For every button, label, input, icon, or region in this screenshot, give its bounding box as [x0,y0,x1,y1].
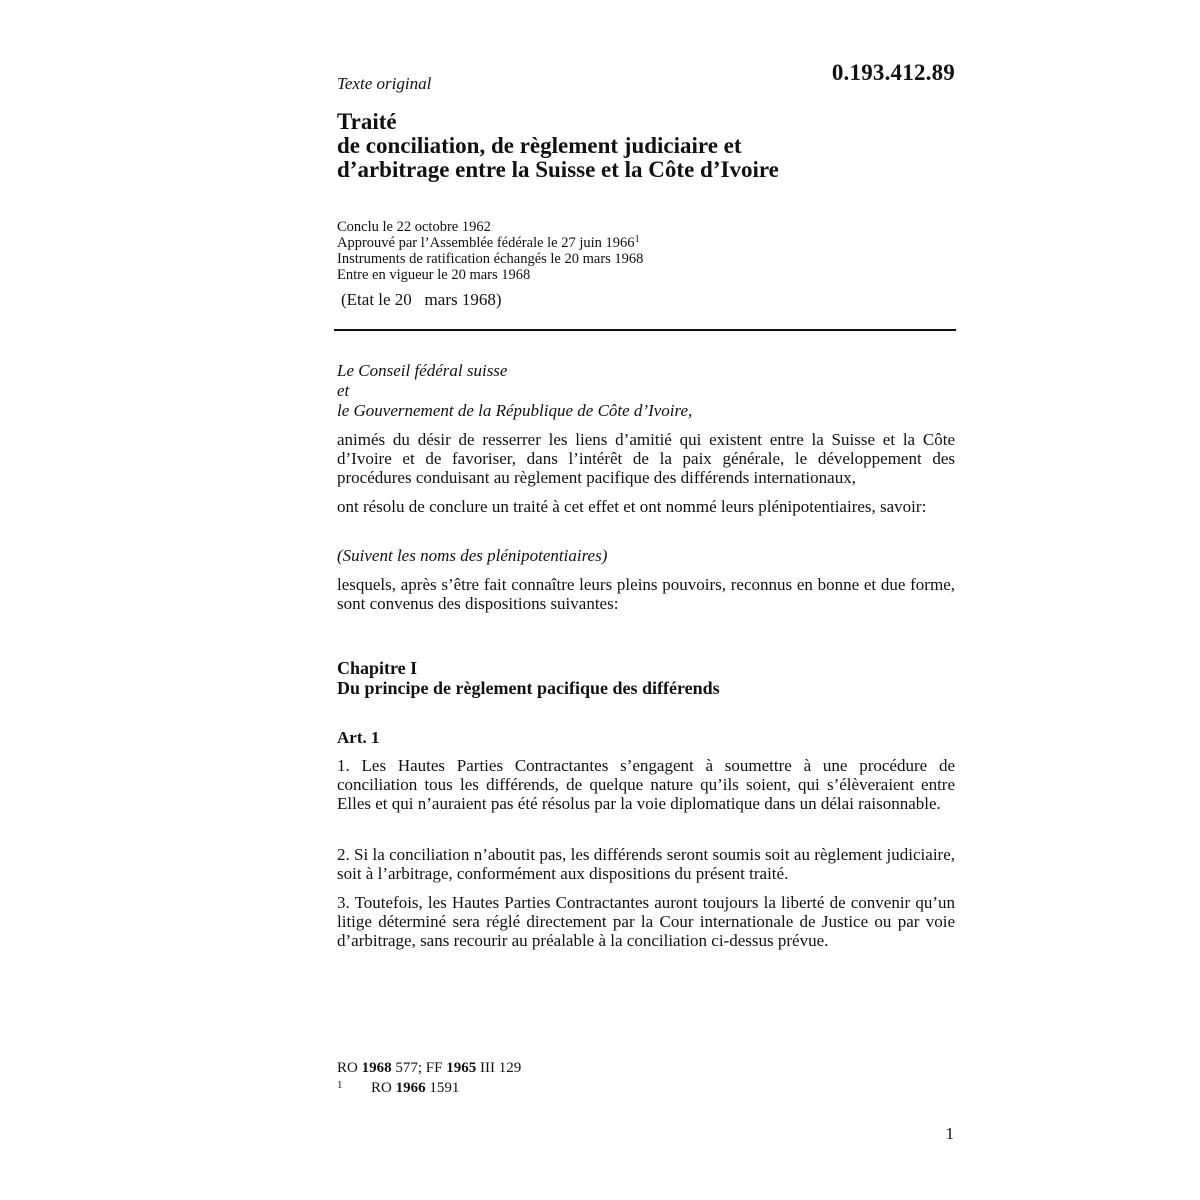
footnote-1-mark: 1 [337,1079,343,1091]
preamble-paragraph-2: ont résolu de conclure un traité à cet effet et ont nommé leurs plénipotentiaires, savoir: [337,497,927,516]
title-line-2: de conciliation, de règlement judiciaire et [337,133,742,158]
texte-original-label: Texte original [337,74,432,93]
footnote-source-ro-rest: 577; FF [391,1060,447,1076]
chapter-title: Du principe de règlement pacifique des différends [337,678,720,698]
document-title [337,110,955,182]
meta-approuve-line [337,235,643,251]
contracting-parties [337,361,692,421]
footnote-source-ff-rest: III 129 [476,1060,522,1076]
footnote-source-ro-year: 1968 [361,1060,392,1076]
preamble-paragraph-4: lesquels, après s’être fait connaître leurs pleins pouvoirs, reconnus en bonne et due forme, sont convenus des dispositions suivantes: [337,575,955,613]
footnote-1-rest: 1591 [425,1080,460,1096]
article-1-paragraph-1: 1. Les Hautes Parties Contractantes s’engagent à soumettre à une procédure de conciliation tous les différends, de quelque nature qu’ils soient, qui s’élèveraient entre Elles et qui n’auraient pas été résolus par la voie diplomatique dans un délai raisonnable. [337,756,955,813]
footnote-ref-1[interactable]: 1 [634,234,640,245]
party-2: le Gouvernement de la République de Côte d’Ivoire, [337,401,693,420]
title-line-3: d’arbitrage entre la Suisse et la Côte d’Ivoire [337,157,779,182]
footnote-source-ff-year: 1965 [446,1060,477,1076]
header-divider [334,329,956,331]
footnote-source-ro-prefix: RO [337,1060,362,1076]
title-line-1: Traité [337,109,397,134]
preamble-paragraph-3: (Suivent les noms des plénipotentiaires) [337,546,608,565]
footnote-1-year: 1966 [395,1080,426,1096]
footnote-1 [337,1078,521,1098]
meta-instruments: Instruments de ratification échangés le 20 mars 1968 [337,251,644,267]
party-conjunction: et [337,381,350,400]
treaty-metadata [337,219,643,283]
footnote-1-prefix: RO [371,1080,396,1096]
sr-number: 0.193.412.89 [831,60,955,85]
chapter-heading [337,658,720,698]
meta-conclu: Conclu le 22 octobre 1962 [337,219,491,235]
chapter-number: Chapitre I [337,658,418,678]
etat-date: (Etat le 20 mars 1968) [341,290,502,309]
party-1: Le Conseil fédéral suisse [337,361,508,380]
article-1-paragraph-2: 2. Si la conciliation n’aboutit pas, les différends seront soumis soit au règlement judiciaire, soit à l’arbitrage, conformément aux dispositions du présent traité. [337,845,955,883]
footnotes [337,1058,521,1098]
meta-vigueur: Entre en vigueur le 20 mars 1968 [337,267,531,283]
page-number: 1 [945,1124,954,1143]
preamble-paragraph-1: animés du désir de resserrer les liens d’amitié qui existent entre la Suisse et la Côte d’Ivoire et de favoriser, dans l’intérêt de la paix générale, le développement des procédures conduisant au règlement pacifique des différends internationaux, [337,430,955,487]
footnote-source [337,1058,521,1078]
document-page [337,0,955,1200]
meta-approuve: Approuvé par l’Assemblée fédérale le 27 juin 1966 [337,235,635,251]
article-1-paragraph-3: 3. Toutefois, les Hautes Parties Contractantes auront toujours la liberté de convenir qu’un litige déterminé sera réglé directement par la Cour internationale de Justice ou par voie d’arbitrage, sans recourir au préalable à la conciliation ci-dessus prévue. [337,893,955,950]
article-1-title: Art. 1 [337,728,380,747]
